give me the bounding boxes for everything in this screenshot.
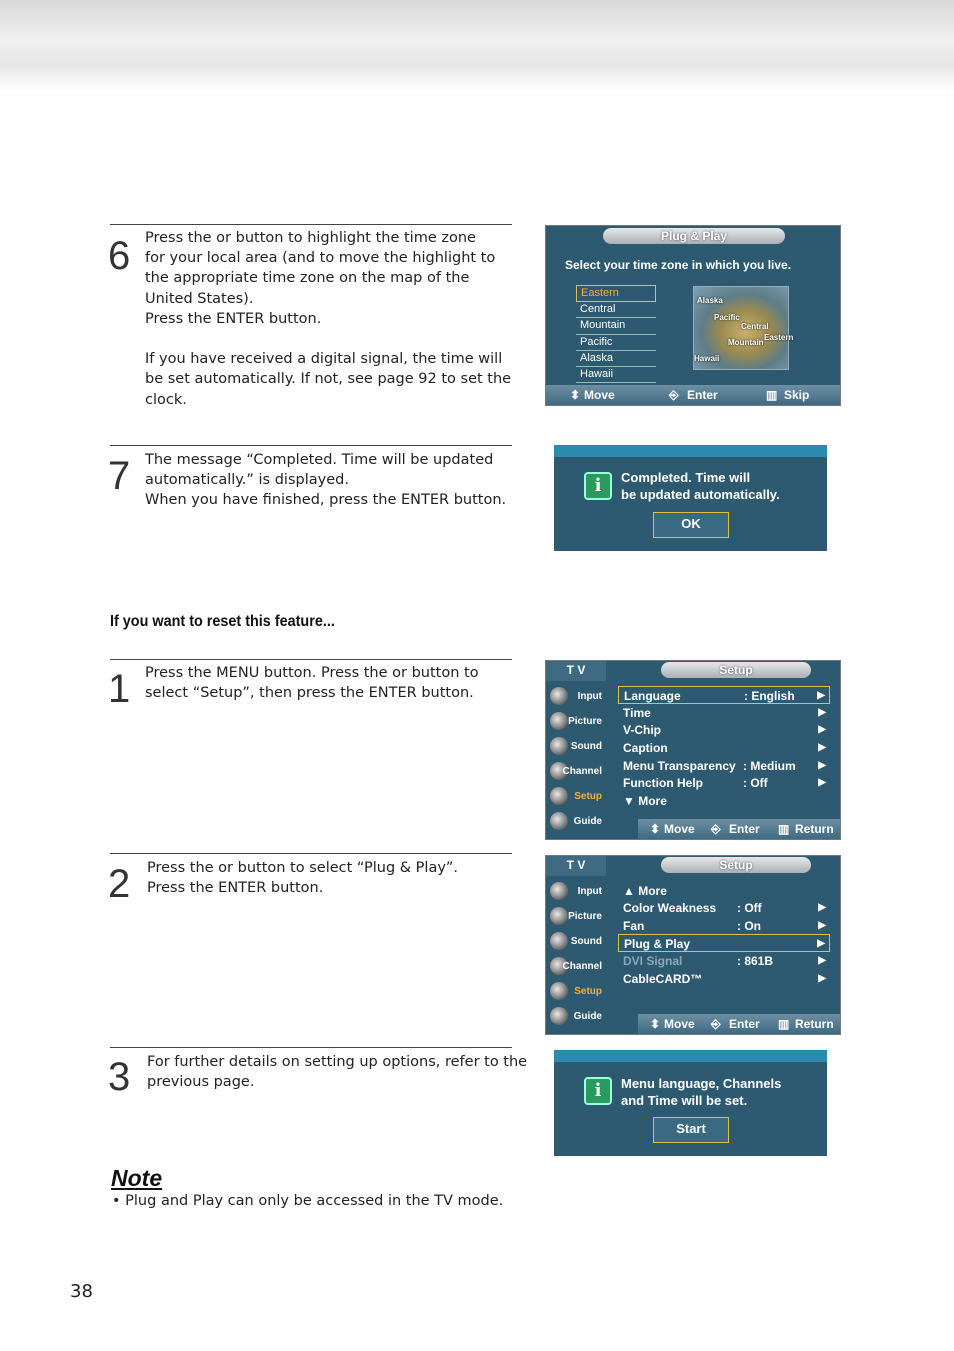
side-item-input[interactable]: Input — [548, 880, 604, 902]
arrow-right-icon: ▶ — [818, 777, 826, 788]
skip-label: Skip — [784, 388, 810, 402]
step-number: 7 — [108, 454, 131, 498]
side-item-picture[interactable]: Picture — [548, 710, 604, 732]
start-button[interactable]: Start — [653, 1117, 729, 1143]
step-divider — [110, 659, 512, 660]
start-dialog — [554, 1050, 827, 1156]
picture-icon — [550, 907, 568, 925]
step-2-text: Press the or button to select “Plug & Play”. Press the ENTER button. — [147, 860, 459, 897]
arrow-right-icon: ▶ — [818, 707, 826, 718]
enter-label: Enter — [729, 822, 760, 836]
reset-heading: If you want to reset this feature... — [110, 613, 335, 630]
dialog-top-band — [554, 445, 827, 457]
step-divider — [110, 224, 512, 225]
arrow-right-icon: ▶ — [817, 690, 825, 701]
arrow-right-icon: ▶ — [818, 902, 826, 913]
menu-row-time[interactable]: Time ▶ — [623, 706, 826, 720]
map-label: Alaska — [697, 296, 723, 305]
info-icon — [584, 1077, 612, 1105]
side-item-channel[interactable]: Channel — [548, 760, 604, 782]
menu-row-more[interactable]: ▲ More — [623, 884, 667, 898]
screen-prompt: Select your time zone in which you live. — [565, 258, 792, 272]
map-label: Mountain — [728, 338, 764, 347]
step-1-text: Press the MENU button. Press the or button to select “Setup”, then press the ENTER button. — [145, 665, 479, 702]
input-icon — [550, 882, 568, 900]
menu-icon: ▥ — [778, 822, 790, 836]
page-number: 38 — [70, 1281, 93, 1302]
side-menu — [546, 681, 606, 839]
menu-icon: ▥ — [778, 1017, 790, 1031]
arrow-right-icon: ▶ — [818, 955, 826, 966]
arrow-right-icon: ▶ — [817, 938, 825, 949]
zone-item[interactable]: Central — [576, 302, 656, 318]
map-label: Eastern — [764, 333, 794, 342]
step-number: 1 — [108, 667, 131, 711]
map-label: Pacific — [714, 313, 740, 322]
enter-label: Enter — [729, 1017, 760, 1031]
setup-screen-2 — [545, 855, 841, 1035]
step-divider — [110, 445, 512, 446]
us-map — [693, 286, 794, 370]
setup-screen-1 — [545, 660, 841, 840]
time-zone-list — [576, 285, 656, 383]
side-item-picture[interactable]: Picture — [548, 905, 604, 927]
enter-label: Enter — [687, 388, 718, 402]
setup-icon — [550, 787, 568, 805]
menu-row-plug-play[interactable]: Plug & Play ▶ — [618, 934, 830, 952]
step-6-text: Press the or button to highlight the time zone for your local area (and to move the highlight to the appropriate time zone on the map of the United States). Press the ENTER button. If you have received a digital signal, the time will be set automatically. If not, see page 92 to set the clock. — [145, 230, 512, 408]
side-item-input[interactable]: Input — [548, 685, 604, 707]
arrow-right-icon: ▶ — [818, 760, 826, 771]
sound-icon — [550, 737, 568, 755]
zone-item[interactable]: Mountain — [576, 318, 656, 334]
zone-item[interactable]: Alaska — [576, 351, 656, 367]
side-item-guide[interactable]: Guide — [548, 810, 604, 832]
move-label: Move — [664, 822, 695, 836]
plug-play-screen — [545, 225, 841, 406]
zone-item[interactable]: Eastern — [576, 285, 656, 302]
note-heading: Note — [111, 1165, 163, 1191]
zone-item[interactable]: Hawaii — [576, 367, 656, 383]
dialog-top-band — [554, 1050, 827, 1062]
menu-row-caption[interactable]: Caption ▶ — [623, 741, 826, 755]
menu-row-vchip[interactable]: V-Chip ▶ — [623, 723, 826, 737]
menu-row-color-weakness[interactable]: Color Weakness : Off ▶ — [623, 901, 826, 915]
ok-button[interactable]: OK — [653, 512, 729, 538]
arrow-right-icon: ▶ — [818, 973, 826, 984]
side-item-setup[interactable]: Setup — [548, 980, 604, 1002]
arrow-right-icon: ▶ — [818, 724, 826, 735]
menu-row-transparency[interactable]: Menu Transparency : Medium ▶ — [623, 759, 826, 773]
screen-footer — [638, 1014, 840, 1034]
screen-title: Plug & Play — [603, 228, 785, 244]
step-number: 6 — [108, 234, 131, 278]
map-label: Central — [741, 322, 769, 331]
info-icon — [584, 472, 612, 500]
tv-mode-label: T V — [546, 661, 606, 681]
picture-icon — [550, 712, 568, 730]
arrow-right-icon: ▶ — [818, 920, 826, 931]
side-item-sound[interactable]: Sound — [548, 930, 604, 952]
step-3-text: For further details on setting up options, refer to the previous page. — [147, 1054, 528, 1091]
menu-row-function-help[interactable]: Function Help : Off ▶ — [623, 776, 826, 790]
side-item-sound[interactable]: Sound — [548, 735, 604, 757]
side-item-channel[interactable]: Channel — [548, 955, 604, 977]
return-label: Return — [795, 822, 834, 836]
step-number: 3 — [108, 1055, 131, 1099]
screen-title: Setup — [661, 857, 811, 873]
move-label: Move — [664, 1017, 695, 1031]
screen-footer — [638, 819, 840, 839]
updown-icon: ⬍ — [650, 822, 661, 836]
menu-row-more[interactable]: ▼ More — [623, 794, 667, 808]
move-label: Move — [584, 388, 615, 402]
side-item-setup[interactable]: Setup — [548, 785, 604, 807]
sound-icon — [550, 932, 568, 950]
step-number: 2 — [108, 862, 131, 906]
step-divider — [110, 1047, 512, 1048]
completed-dialog — [554, 445, 827, 551]
side-menu — [546, 876, 606, 1034]
note-bullet: • Plug and Play can only be accessed in the TV mode. — [112, 1193, 504, 1209]
map-label: Hawaii — [694, 354, 720, 363]
header-gradient-bar — [0, 0, 954, 92]
step-divider — [110, 853, 512, 854]
arrow-right-icon: ▶ — [818, 742, 826, 753]
input-icon — [550, 687, 568, 705]
menu-row-dvi-signal: DVI Signal : 861B ▶ — [623, 954, 826, 968]
menu-row-cablecard[interactable]: CableCARD™ ▶ — [623, 972, 826, 986]
dialog-message: Menu language, Channels and Time will be set. — [621, 1076, 782, 1108]
setup-icon — [550, 982, 568, 1000]
tv-mode-label: T V — [546, 856, 606, 876]
enter-icon: ⎆ — [711, 1017, 721, 1031]
menu-icon: ▥ — [766, 388, 778, 402]
updown-icon: ⬍ — [650, 1017, 661, 1031]
return-label: Return — [795, 1017, 834, 1031]
guide-icon — [550, 1007, 568, 1025]
zone-item[interactable]: Pacific — [576, 335, 656, 351]
dialog-message: Completed. Time will be updated automatically. — [621, 470, 780, 502]
menu-row-language[interactable]: Language : English ▶ — [618, 686, 830, 704]
screen-footer — [546, 385, 840, 405]
guide-icon — [550, 812, 568, 830]
enter-icon: ⎆ — [711, 822, 721, 836]
menu-row-fan[interactable]: Fan : On ▶ — [623, 919, 826, 933]
enter-icon: ⎆ — [669, 388, 679, 402]
step-7-text: The message “Completed. Time will be updated automatically.” is displayed. When you have finished, press the ENTER button. — [145, 452, 507, 509]
screen-title: Setup — [661, 662, 811, 678]
updown-icon: ⬍ — [570, 388, 581, 402]
side-item-guide[interactable]: Guide — [548, 1005, 604, 1027]
